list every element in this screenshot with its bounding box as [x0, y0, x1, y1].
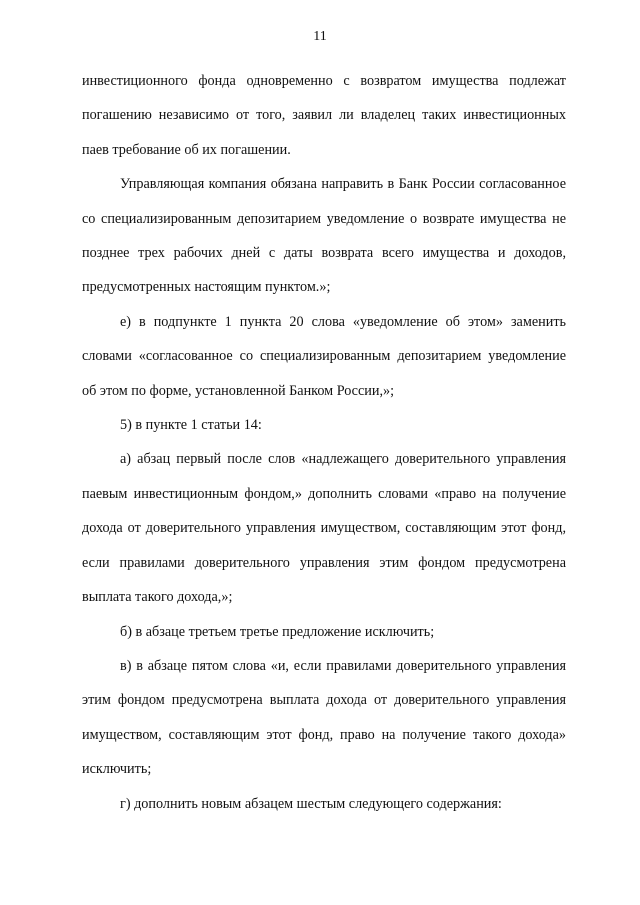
paragraph-8: г) дополнить новым абзацем шестым следующего содержания:: [120, 795, 502, 812]
paragraph-5: а) абзац первый после слов «надлежащего доверительного управления паевым инвестиционным фондом,» дополнить словами «право на получение дохода от доверительного управления имуществом, составляющим этот фонд, если правилами доверительного управления этим фондом предусмотрена выплата такого дохода,»;: [82, 451, 566, 606]
page-number: 11: [313, 29, 327, 44]
paragraph-6: б) в абзаце третьем третье предложение исключить;: [120, 623, 435, 640]
paragraph-2: Управляющая компания обязана направить в Банк России согласованное со специализированным депозитарием уведомление о возврате имущества не позднее трех рабочих дней с даты возврата всего имущества и доходов, предусмотренных настоящим пунктом.»;: [82, 176, 566, 296]
paragraph-1: инвестиционного фонда одновременно с возвратом имущества подлежат погашению независимо от того, заявил ли владелец таких инвестиционных паев требование об их погашении.: [82, 73, 566, 158]
document-body: [82, 64, 566, 821]
paragraph-7: в) в абзаце пятом слова «и, если правилами доверительного управления этим фондом предусмотрена выплата дохода от доверительного управления имуществом, составляющим этот фонд, право на получение такого дохода» исключить;: [82, 657, 566, 778]
paragraph-3: е) в подпункте 1 пункта 20 слова «уведомление об этом» заменить словами «согласованное со специализированным депозитарием уведомление об этом по форме, установленной Банком России,»;: [82, 313, 566, 399]
paragraph-4: 5) в пункте 1 статьи 14:: [120, 417, 262, 434]
